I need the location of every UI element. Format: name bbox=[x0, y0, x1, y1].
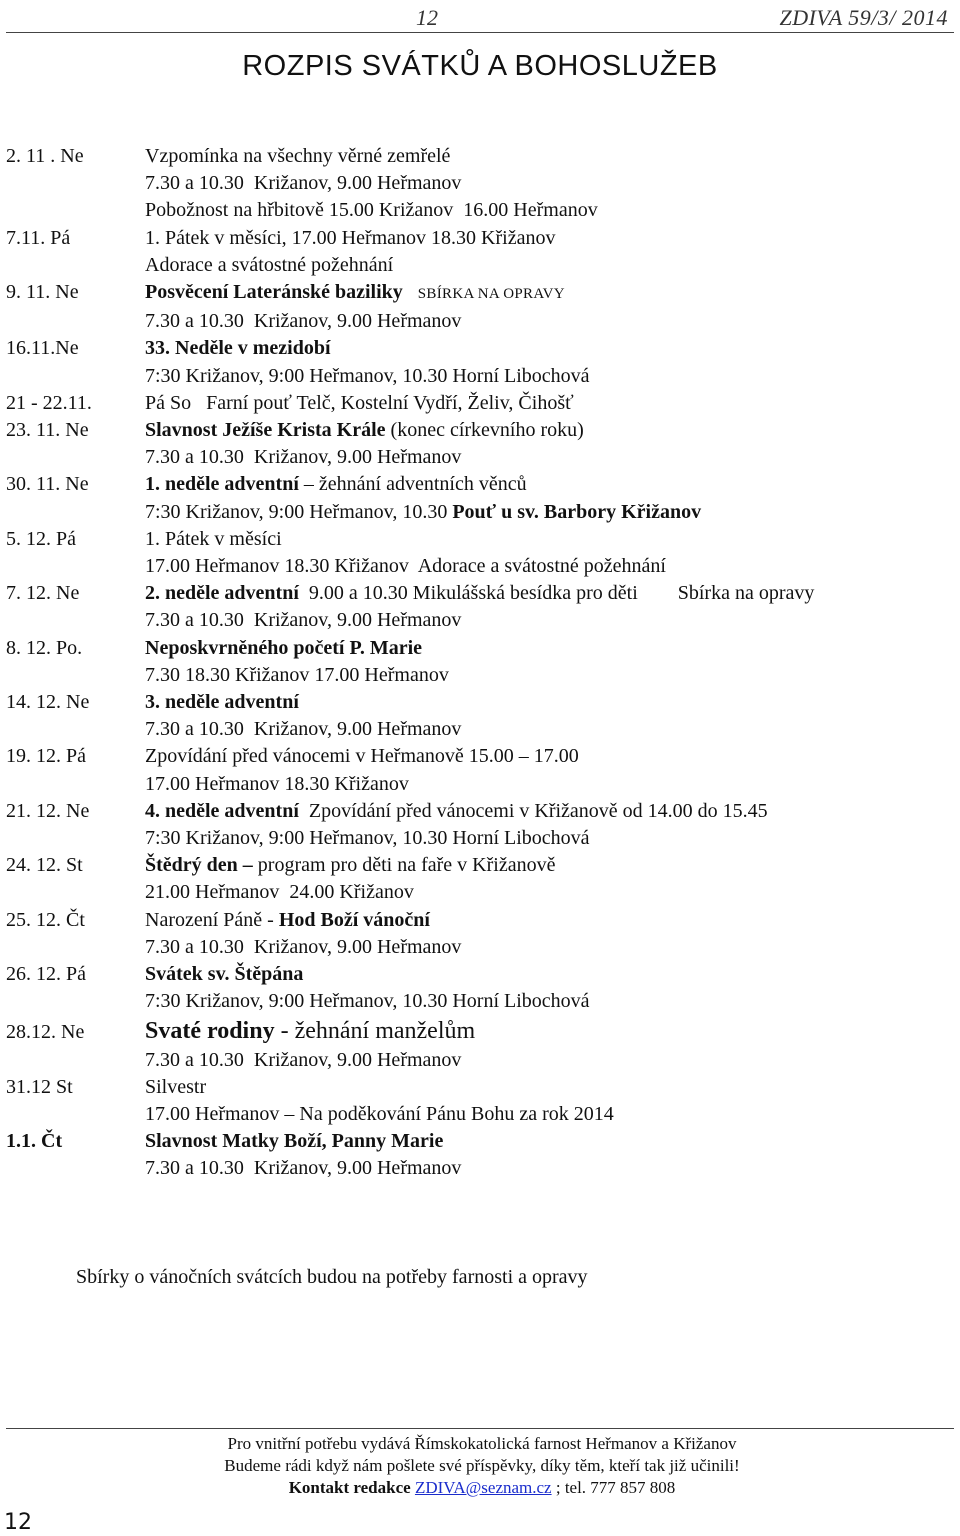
entry-line bbox=[145, 743, 960, 770]
header-magazine-issue: ZDIVA 59/3/ 2014 bbox=[779, 5, 948, 30]
entry-highlight-text: 2. neděle adventní bbox=[145, 582, 299, 605]
footer-publisher: Pro vnitřní potřebu vydává Římskokatolická farnost Heřmanov a Křižanov bbox=[227, 1434, 737, 1453]
entry-text: (konec církevního roku) bbox=[385, 419, 584, 442]
entry-text: Silvestr bbox=[145, 1075, 207, 1098]
contact-phone: ; tel. 777 857 808 bbox=[551, 1478, 676, 1497]
schedule-entry bbox=[0, 417, 960, 471]
entry-highlight-text: Svaté rodiny bbox=[145, 1017, 275, 1044]
schedule-entry bbox=[0, 526, 960, 580]
schedule-entry bbox=[0, 798, 960, 852]
entry-lines bbox=[145, 471, 960, 525]
entry-line bbox=[145, 335, 960, 362]
entry-lines bbox=[145, 279, 960, 335]
entry-date: 7.11. Pá bbox=[6, 226, 71, 249]
entry-lines bbox=[145, 225, 960, 279]
entry-line bbox=[145, 907, 960, 934]
collection-note: Sbírky o vánočních svátcích budou na potřeby farnosti a opravy bbox=[76, 1266, 588, 1288]
entry-highlight-text: 4. neděle adventní bbox=[145, 799, 299, 822]
entry-line bbox=[145, 1155, 960, 1182]
entry-text: 7:30 Križanov, 9:00 Heřmanov, 10.30 Horní Libochová bbox=[145, 990, 590, 1013]
entry-date: 23. 11. Ne bbox=[6, 419, 89, 442]
schedule-entry bbox=[0, 225, 960, 279]
schedule-list bbox=[0, 143, 960, 1183]
entry-date: 26. 12. Pá bbox=[6, 963, 86, 986]
entry-date: 19. 12. Pá bbox=[6, 745, 86, 768]
entry-line bbox=[145, 1101, 960, 1128]
entry-line bbox=[145, 553, 960, 580]
entry-highlight-text: 1. neděle adventní bbox=[145, 473, 299, 496]
entry-line bbox=[145, 308, 960, 335]
entry-line bbox=[145, 499, 960, 526]
entry-text: 7.30 a 10.30 Križanov, 9.00 Heřmanov bbox=[145, 310, 462, 333]
entry-date: 2. 11 . Ne bbox=[6, 145, 84, 167]
entry-lines bbox=[145, 390, 960, 417]
entry-lines bbox=[145, 961, 960, 1015]
entry-text: 17.00 Heřmanov – Na poděkování Pánu Bohu za rok 2014 bbox=[145, 1102, 614, 1125]
entry-highlight-text: Svátek sv. Štěpána bbox=[145, 963, 304, 986]
schedule-entry bbox=[0, 390, 960, 417]
entry-line bbox=[145, 1128, 960, 1155]
entry-text bbox=[403, 281, 418, 303]
entry-lines bbox=[145, 1016, 960, 1074]
entry-line bbox=[145, 252, 960, 279]
entry-text: 7:30 Križanov, 9:00 Heřmanov, 10.30 bbox=[145, 500, 453, 523]
header-rule bbox=[6, 32, 954, 33]
entry-lines bbox=[145, 635, 960, 689]
entry-highlight-text: Pouť u sv. Barbory Křižanov bbox=[452, 500, 702, 523]
schedule-entry bbox=[0, 1016, 960, 1074]
entry-text: Pá So Farní pouť Telč, Kostelní Vydří, Želiv, Čihošť bbox=[145, 391, 574, 414]
entry-text: 7.30 a 10.30 Križanov, 9.00 Heřmanov bbox=[145, 172, 462, 195]
entry-date: 1.1. Čt bbox=[6, 1130, 63, 1153]
entry-line bbox=[145, 225, 960, 252]
entry-lines bbox=[145, 143, 960, 225]
entry-line bbox=[145, 580, 960, 607]
entry-text: 17.00 Heřmanov 18.30 Křižanov bbox=[145, 772, 409, 795]
entry-lines bbox=[145, 526, 960, 580]
entry-lines bbox=[145, 335, 960, 389]
entry-line bbox=[145, 143, 960, 170]
entry-line bbox=[145, 716, 960, 743]
contact-email-link[interactable]: ZDIVA@seznam.cz bbox=[414, 1478, 552, 1497]
entry-line bbox=[145, 1047, 960, 1074]
entry-lines bbox=[145, 852, 960, 906]
schedule-entry bbox=[0, 635, 960, 689]
entry-lines bbox=[145, 689, 960, 743]
schedule-entry bbox=[0, 335, 960, 389]
entry-line bbox=[145, 526, 960, 553]
entry-text: Narození Páně - bbox=[145, 908, 279, 931]
entry-date: 25. 12. Čt bbox=[6, 908, 85, 931]
entry-line bbox=[145, 879, 960, 906]
entry-lines bbox=[145, 743, 960, 797]
footer-thanks: Budeme rádi když nám pošlete své příspěvky, díky těm, kteří tak již učinili! bbox=[224, 1456, 740, 1475]
entry-text: 7.30 18.30 Křižanov 17.00 Heřmanov bbox=[145, 663, 449, 686]
entry-line bbox=[145, 444, 960, 471]
entry-line bbox=[145, 961, 960, 988]
schedule-entry bbox=[0, 961, 960, 1015]
header-page-number: 12 bbox=[416, 5, 438, 30]
entry-line bbox=[145, 825, 960, 852]
entry-line bbox=[145, 988, 960, 1015]
entry-line bbox=[145, 607, 960, 634]
entry-line bbox=[145, 852, 960, 879]
schedule-entry bbox=[0, 689, 960, 743]
entry-text: SBÍRKA NA OPRAVY bbox=[417, 286, 565, 303]
entry-highlight-text: Slavnost Ježíše Krista Krále bbox=[145, 419, 386, 442]
schedule-entry bbox=[0, 279, 960, 335]
entry-date: 21 - 22.11. bbox=[6, 391, 92, 414]
schedule-entry bbox=[0, 143, 960, 225]
entry-date: 14. 12. Ne bbox=[6, 691, 90, 714]
entry-date: 5. 12. Pá bbox=[6, 527, 76, 550]
entry-line bbox=[145, 689, 960, 716]
entry-text: 7.30 a 10.30 Križanov, 9.00 Heřmanov bbox=[145, 718, 462, 741]
entry-highlight-text: Neposkvrněného početí P. Marie bbox=[145, 636, 423, 659]
entry-date: 16.11.Ne bbox=[6, 337, 79, 360]
entry-line bbox=[145, 798, 960, 825]
schedule-entry bbox=[0, 471, 960, 525]
contact-label: Kontakt redakce bbox=[288, 1478, 411, 1497]
entry-text: Sbírka na opravy bbox=[677, 582, 815, 605]
entry-text: Zpovídání před vánocemi v Heřmanově 15.00 – 17.00 bbox=[145, 745, 579, 768]
entry-line bbox=[145, 934, 960, 961]
entry-text: 17.00 Heřmanov 18.30 Křižanov Adorace a svátostné požehnání bbox=[145, 555, 666, 578]
footer-contact bbox=[0, 1477, 960, 1499]
entry-text: Pobožnost na hřbitově 15.00 Križanov 16.00 Heřmanov bbox=[145, 199, 598, 222]
entry-line bbox=[145, 279, 960, 308]
entry-date: 28.12. Ne bbox=[6, 1020, 85, 1043]
entry-text: 7.30 a 10.30 Križanov, 9.00 Heřmanov bbox=[145, 446, 462, 469]
entry-text: - žehnání manželům bbox=[274, 1017, 476, 1044]
entry-date: 8. 12. Po. bbox=[6, 636, 83, 659]
entry-text: 7.30 a 10.30 Križanov, 9.00 Heřmanov bbox=[145, 1048, 462, 1071]
entry-lines bbox=[145, 1074, 960, 1128]
entry-text: 7.30 a 10.30 Križanov, 9.00 Heřmanov bbox=[145, 609, 462, 632]
page-number: 12 bbox=[4, 1510, 32, 1535]
entry-text: Adorace a svátostné požehnání bbox=[145, 253, 394, 276]
entry-date: 30. 11. Ne bbox=[6, 473, 89, 496]
entry-date: 21. 12. Ne bbox=[6, 799, 90, 822]
page-title: ROZPIS SVÁTKŮ A BOHOSLUŽEB bbox=[242, 50, 718, 82]
entry-lines bbox=[145, 907, 960, 961]
schedule-entry bbox=[0, 907, 960, 961]
entry-line bbox=[145, 390, 960, 417]
entry-line bbox=[145, 635, 960, 662]
entry-line bbox=[145, 771, 960, 798]
schedule-entry bbox=[0, 1074, 960, 1128]
entry-highlight-text: Štědrý den – bbox=[145, 854, 253, 877]
entry-highlight-text: Posvěcení Lateránské baziliky bbox=[145, 281, 403, 304]
entry-highlight-text: Slavnost Matky Boží, Panny Marie bbox=[145, 1130, 444, 1153]
entry-text: 7:30 Križanov, 9:00 Heřmanov, 10.30 Horní Libochová bbox=[145, 827, 590, 850]
entry-text: 7.30 a 10.30 Križanov, 9.00 Heřmanov bbox=[145, 1157, 462, 1180]
entry-text: Vzpomínka na všechny věrné zemřelé bbox=[145, 145, 451, 167]
entry-line bbox=[145, 417, 960, 444]
entry-highlight-text: 33. Neděle v mezidobí bbox=[145, 337, 331, 360]
entry-text: 7:30 Križanov, 9:00 Heřmanov, 10.30 Horní Libochová bbox=[145, 364, 590, 387]
entry-lines bbox=[145, 798, 960, 852]
entry-line bbox=[145, 1074, 960, 1101]
entry-date: 31.12 St bbox=[6, 1075, 73, 1098]
entry-line bbox=[145, 662, 960, 689]
entry-date: 24. 12. St bbox=[6, 854, 83, 877]
schedule-entry bbox=[0, 1128, 960, 1182]
entry-line bbox=[145, 170, 960, 197]
entry-lines bbox=[145, 580, 960, 634]
entry-text: 21.00 Heřmanov 24.00 Křižanov bbox=[145, 881, 414, 904]
entry-line bbox=[145, 1016, 960, 1047]
entry-text: 7.30 a 10.30 Križanov, 9.00 Heřmanov bbox=[145, 935, 462, 958]
entry-highlight-text: 3. neděle adventní bbox=[145, 691, 299, 714]
schedule-entry bbox=[0, 852, 960, 906]
footer-rule bbox=[6, 1428, 954, 1429]
entry-line bbox=[145, 197, 960, 224]
entry-date: 9. 11. Ne bbox=[6, 281, 79, 304]
entry-text: Zpovídání před vánocemi v Křižanově od 14.00 do 15.45 bbox=[298, 799, 768, 822]
entry-lines bbox=[145, 1128, 960, 1182]
entry-line bbox=[145, 471, 960, 498]
entry-line bbox=[145, 363, 960, 390]
schedule-entry bbox=[0, 743, 960, 797]
entry-lines bbox=[145, 417, 960, 471]
entry-text: 1. Pátek v měsíci, 17.00 Heřmanov 18.30 Křižanov bbox=[145, 226, 556, 249]
entry-text: 1. Pátek v měsíci bbox=[145, 527, 282, 550]
entry-text: 9.00 a 10.30 Mikulášská besídka pro děti bbox=[298, 582, 638, 605]
entry-text: – žehnání adventních věnců bbox=[298, 473, 527, 496]
entry-highlight-text: Hod Boží vánoční bbox=[278, 908, 430, 931]
schedule-entry bbox=[0, 580, 960, 634]
entry-date: 7. 12. Ne bbox=[6, 582, 80, 605]
entry-text: program pro děti na faře v Křižanově bbox=[252, 854, 556, 877]
